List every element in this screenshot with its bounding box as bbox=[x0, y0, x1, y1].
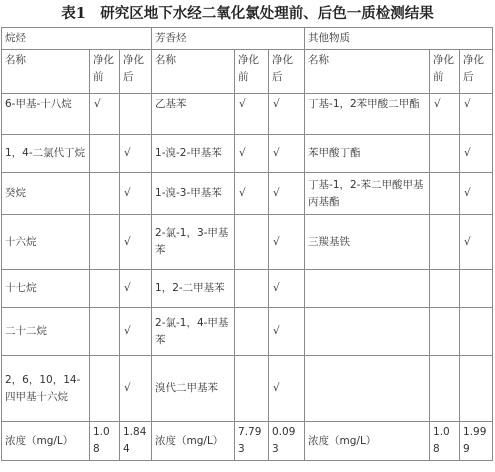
after-mark bbox=[460, 270, 493, 308]
compound-name bbox=[305, 308, 430, 356]
others-after-value: 1.999 bbox=[460, 422, 493, 461]
after-mark bbox=[460, 308, 493, 356]
col-after: 净化后 bbox=[269, 50, 305, 94]
group-alkanes: 烷烃 bbox=[2, 28, 152, 50]
compound-name: 乙基苯 bbox=[152, 94, 235, 135]
group-aromatics: 芳香烃 bbox=[152, 28, 305, 50]
after-mark bbox=[120, 94, 152, 135]
after-mark: √ bbox=[120, 135, 152, 173]
after-mark bbox=[460, 356, 493, 422]
compound-name: 苯甲酸丁酯 bbox=[305, 135, 430, 173]
compound-name bbox=[305, 270, 430, 308]
compound-name: 二十二烷 bbox=[2, 308, 90, 356]
table-title: 表1 研究区地下水经二氧化氯处理前、后色一质检测结果 bbox=[61, 5, 434, 22]
compound-name: 2，6，10，14-四甲基十六烷 bbox=[2, 356, 90, 422]
before-mark bbox=[90, 215, 120, 270]
col-name: 名称 bbox=[2, 50, 90, 94]
col-before: 净化前 bbox=[90, 50, 120, 94]
concentration-label: 浓度（mg/L） bbox=[305, 422, 430, 461]
before-mark bbox=[430, 215, 460, 270]
alkanes-after-value: 1.844 bbox=[120, 422, 152, 461]
after-mark: √ bbox=[269, 270, 305, 308]
after-mark: √ bbox=[460, 215, 493, 270]
before-mark bbox=[430, 356, 460, 422]
after-mark: √ bbox=[460, 94, 493, 135]
after-mark: √ bbox=[460, 173, 493, 215]
after-mark: √ bbox=[269, 94, 305, 135]
before-mark: √ bbox=[235, 94, 269, 135]
results-table bbox=[1, 27, 493, 461]
aromatics-after-value: 0.093 bbox=[269, 422, 305, 461]
before-mark bbox=[430, 270, 460, 308]
before-mark bbox=[235, 356, 269, 422]
col-name: 名称 bbox=[305, 50, 430, 94]
group-others: 其他物质 bbox=[305, 28, 493, 50]
compound-name: 2-氯-1，3-甲基苯 bbox=[152, 215, 235, 270]
table-row bbox=[2, 94, 493, 135]
before-mark bbox=[90, 173, 120, 215]
after-mark: √ bbox=[120, 356, 152, 422]
before-mark bbox=[90, 135, 120, 173]
before-mark bbox=[90, 308, 120, 356]
before-mark bbox=[235, 270, 269, 308]
before-mark: √ bbox=[430, 94, 460, 135]
compound-name: 三羰基铁 bbox=[305, 215, 430, 270]
after-mark: √ bbox=[120, 173, 152, 215]
after-mark: √ bbox=[460, 135, 493, 173]
before-mark: √ bbox=[90, 94, 120, 135]
before-mark: √ bbox=[235, 173, 269, 215]
alkanes-before-value: 1.08 bbox=[90, 422, 120, 461]
after-mark: √ bbox=[120, 308, 152, 356]
before-mark: √ bbox=[235, 135, 269, 173]
concentration-label: 浓度（mg/L） bbox=[152, 422, 235, 461]
after-mark: √ bbox=[269, 308, 305, 356]
after-mark: √ bbox=[269, 135, 305, 173]
before-mark bbox=[90, 356, 120, 422]
compound-name: 十七烷 bbox=[2, 270, 90, 308]
after-mark: √ bbox=[269, 173, 305, 215]
compound-name: 十六烷 bbox=[2, 215, 90, 270]
col-before: 净化前 bbox=[430, 50, 460, 94]
compound-name: 溴代二甲基苯 bbox=[152, 356, 235, 422]
col-before: 净化前 bbox=[235, 50, 269, 94]
before-mark bbox=[235, 308, 269, 356]
compound-name: 6-甲基-十八烷 bbox=[2, 94, 90, 135]
after-mark: √ bbox=[120, 270, 152, 308]
table-row bbox=[2, 173, 493, 215]
compound-name: 2-氯-1，4-甲基苯 bbox=[152, 308, 235, 356]
table-row bbox=[2, 270, 493, 308]
compound-name: 1-溴-2-甲基苯 bbox=[152, 135, 235, 173]
compound-name: 1，4-二氯代丁烷 bbox=[2, 135, 90, 173]
others-before-value: 1.08 bbox=[430, 422, 460, 461]
col-after: 净化后 bbox=[120, 50, 152, 94]
table-row bbox=[2, 215, 493, 270]
col-after: 净化后 bbox=[460, 50, 493, 94]
compound-name: 1-溴-3-甲基苯 bbox=[152, 173, 235, 215]
concentration-label: 浓度（mg/L） bbox=[2, 422, 90, 461]
compound-name: 1，2-二甲基苯 bbox=[152, 270, 235, 308]
after-mark: √ bbox=[269, 356, 305, 422]
before-mark bbox=[430, 173, 460, 215]
group-header-row bbox=[2, 28, 493, 50]
concentration-row bbox=[2, 422, 493, 461]
aromatics-before-value: 7.793 bbox=[235, 422, 269, 461]
table-row bbox=[2, 356, 493, 422]
table-row bbox=[2, 135, 493, 173]
compound-name bbox=[305, 356, 430, 422]
after-mark: √ bbox=[120, 215, 152, 270]
compound-name: 癸烷 bbox=[2, 173, 90, 215]
before-mark bbox=[90, 270, 120, 308]
compound-name: 丁基-1，2-苯二甲酸甲基丙基酯 bbox=[305, 173, 430, 215]
after-mark: √ bbox=[269, 215, 305, 270]
before-mark bbox=[235, 215, 269, 270]
table-row bbox=[2, 308, 493, 356]
col-name: 名称 bbox=[152, 50, 235, 94]
before-mark bbox=[430, 308, 460, 356]
compound-name: 丁基-1，2苯甲酸二甲酯 bbox=[305, 94, 430, 135]
before-mark bbox=[430, 135, 460, 173]
column-header-row bbox=[2, 50, 493, 94]
